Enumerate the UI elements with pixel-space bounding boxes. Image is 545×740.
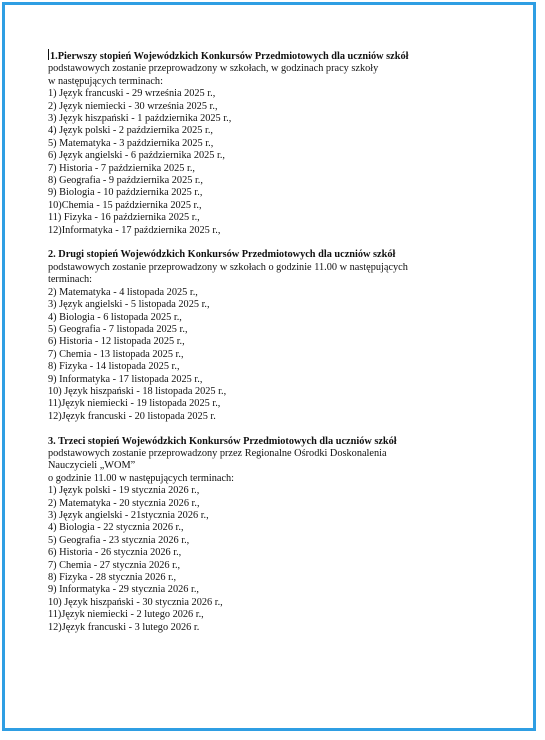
list-item: 8) Geografia - 9 października 2025 r., (48, 175, 203, 187)
list-item: 10) Język hiszpański - 30 stycznia 2026 r., (48, 596, 223, 608)
list-item: 5) Geografia - 7 listopada 2025 r., (48, 323, 188, 335)
section-heading: 1.Pierwszy stopień Wojewódzkich Konkursów Przedmiotowych dla uczniów szkół (50, 51, 409, 62)
list-item: 10) Język hiszpański - 18 listopada 2025 r., (48, 385, 227, 397)
list-item: 9) Informatyka - 29 stycznia 2026 r., (48, 584, 199, 596)
section-second-stage (48, 249, 518, 423)
list-item: 9) Informatyka - 17 listopada 2025 r., (48, 373, 203, 385)
intro-line: podstawowych zostanie przeprowadzony przez Regionalne Ośrodki Doskonalenia (48, 447, 387, 459)
section-heading: 3. Trzeci stopień Wojewódzkich Konkursów Przedmiotowych dla uczniów szkół (48, 435, 397, 447)
intro-line: w następujących terminach: (48, 75, 163, 87)
intro-line: Nauczycieli „WOM” (48, 460, 136, 472)
list-item: 7) Chemia - 13 listopada 2025 r., (48, 348, 184, 360)
intro-line: podstawowych zostanie przeprowadzony w szkołach, w godzinach pracy szkoły (48, 63, 379, 75)
intro-line: podstawowych zostanie przeprowadzony w szkołach o godzinie 11.00 w następujących (48, 261, 408, 273)
list-item: 6) Język angielski - 6 października 2025 r., (48, 150, 225, 162)
list-item: 12)Informatyka - 17 października 2025 r., (48, 224, 221, 236)
list-item: 3) Język angielski - 5 listopada 2025 r., (48, 299, 210, 311)
list-item: 6) Historia - 12 listopada 2025 r., (48, 336, 185, 348)
text-cursor (48, 49, 49, 60)
list-item: 6) Historia - 26 stycznia 2026 r., (48, 547, 182, 559)
list-item: 8) Fizyka - 28 stycznia 2026 r., (48, 572, 177, 584)
list-item: 8) Fizyka - 14 listopada 2025 r., (48, 361, 180, 373)
list-item: 11) Fizyka - 16 października 2025 r., (48, 212, 200, 224)
list-item: 3) Język angielski - 21stycznia 2026 r., (48, 510, 209, 521)
intro-line: o godzinie 11.00 w następujących terminach: (48, 472, 235, 484)
intro-line: terminach: (48, 274, 93, 286)
list-item: 4) Biologia - 22 stycznia 2026 r., (48, 522, 184, 534)
list-item: 10)Chemia - 15 października 2025 r., (48, 199, 202, 211)
list-item: 11)Język niemiecki - 2 lutego 2026 r., (48, 609, 204, 621)
list-item: 3) Język hiszpański - 1 października 2025 r., (48, 113, 232, 125)
list-item: 5) Geografia - 23 stycznia 2026 r., (48, 534, 190, 546)
list-item: 2) Matematyka - 4 listopada 2025 r., (48, 286, 198, 298)
section-heading: 2. Drugi stopień Wojewódzkich Konkursów Przedmiotowych dla uczniów szkół (48, 249, 396, 261)
section-third-stage (48, 436, 518, 635)
list-item: 1) Język polski - 19 stycznia 2026 r., (48, 485, 200, 497)
list-item: 7) Historia - 7 października 2025 r., (48, 162, 195, 174)
list-item: 4) Język polski - 2 października 2025 r., (48, 125, 213, 137)
list-item: 2) Język niemiecki - 30 września 2025 r., (48, 100, 218, 112)
list-item: 12)Język francuski - 20 listopada 2025 r. (48, 410, 216, 422)
list-item: 9) Biologia - 10 października 2025 r., (48, 187, 203, 199)
section-first-stage (48, 49, 518, 237)
list-item: 12)Język francuski - 3 lutego 2026 r. (48, 621, 200, 633)
list-item: 5) Matematyka - 3 października 2025 r., (48, 137, 214, 149)
list-item: 2) Matematyka - 20 stycznia 2026 r., (48, 497, 200, 509)
list-item: 4) Biologia - 6 listopada 2025 r., (48, 311, 182, 323)
list-item: 7) Chemia - 27 stycznia 2026 r., (48, 559, 181, 571)
list-item: 1) Język francuski - 29 września 2025 r., (48, 88, 216, 100)
list-item: 11)Język niemiecki - 19 listopada 2025 r., (48, 398, 221, 410)
document-body[interactable] (48, 49, 518, 634)
